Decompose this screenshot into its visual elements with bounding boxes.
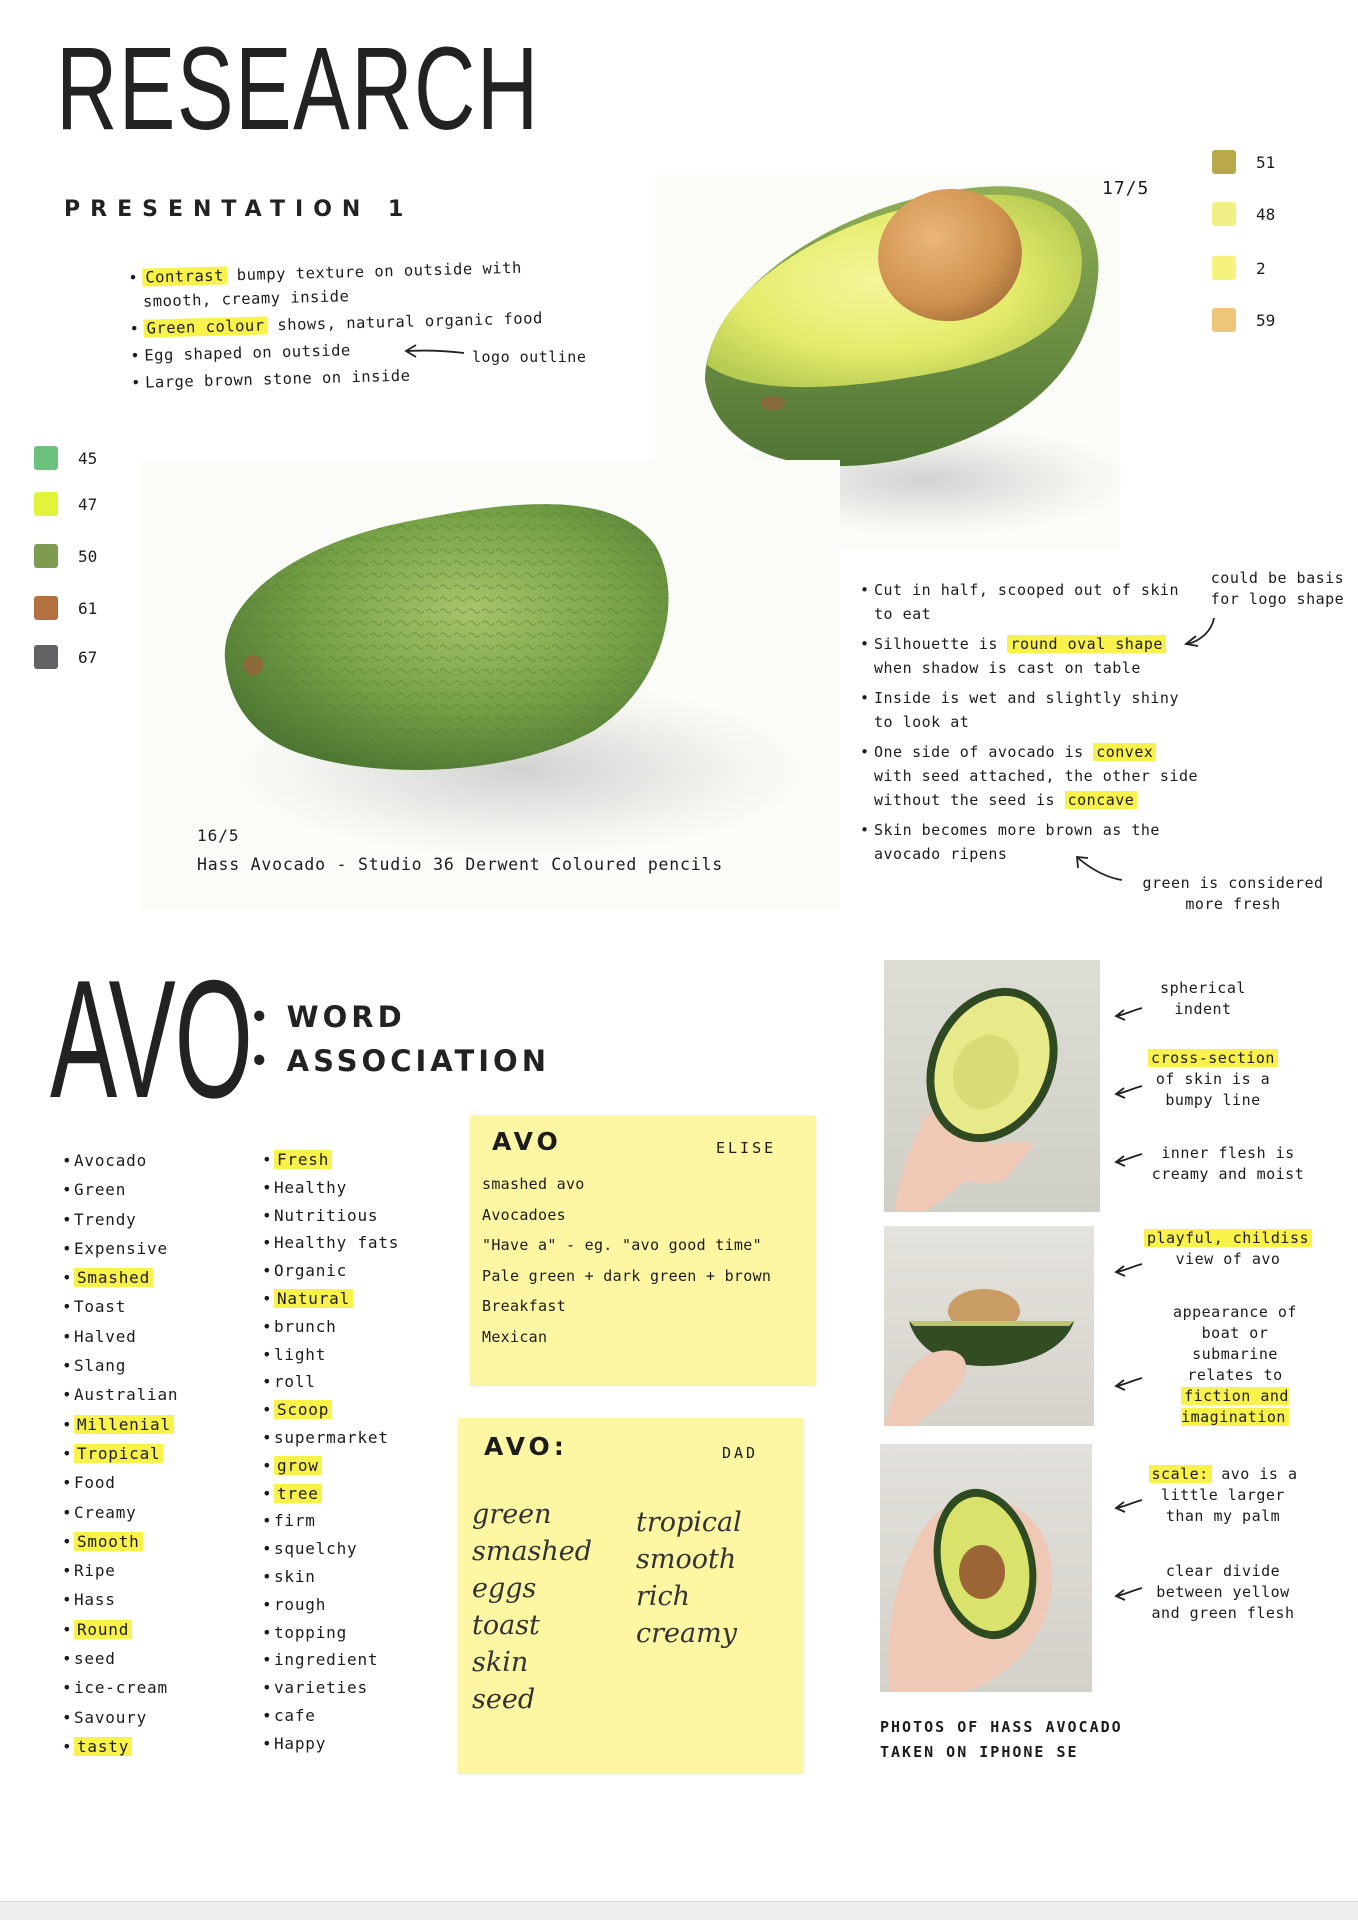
word: Healthy fats <box>274 1233 400 1253</box>
word: squelchy <box>274 1539 358 1559</box>
photo-note <box>1143 978 1263 1020</box>
color-swatch <box>1212 202 1236 226</box>
color-swatch-row <box>34 645 97 669</box>
word-list-item <box>262 1619 399 1647</box>
sticky-line: Mexican <box>482 1327 548 1346</box>
word-list-item <box>62 1322 178 1351</box>
word: Toast <box>74 1297 127 1317</box>
word: skin <box>274 1566 316 1586</box>
word-list-column-2 <box>262 1146 399 1758</box>
arrow-left-icon <box>1112 1080 1146 1100</box>
highlighted-term: convex <box>1093 743 1156 761</box>
whole-avocado-date: 16/5 <box>197 826 240 845</box>
word-list-item <box>262 1229 399 1257</box>
whole-avocado-caption: Hass Avocado - Studio 36 Derwent Coloured pencils <box>197 855 723 874</box>
word: topping <box>274 1622 348 1642</box>
half-avocado-drawing <box>695 175 1105 475</box>
color-swatch-row <box>34 492 97 516</box>
color-swatch-row <box>34 544 97 568</box>
word-list-item <box>62 1263 178 1292</box>
observation-item <box>860 632 1200 680</box>
arrow-left-icon <box>1112 1258 1146 1278</box>
word-list-item <box>262 1507 399 1535</box>
color-swatch <box>34 596 58 620</box>
word-list-item <box>262 1285 399 1313</box>
observation-item <box>860 578 1200 626</box>
word: Healthy <box>274 1177 348 1197</box>
word-list-item <box>262 1480 399 1508</box>
photo-note <box>1143 1228 1313 1270</box>
word-list-item <box>262 1341 399 1369</box>
color-swatch-row <box>1212 256 1266 280</box>
color-swatch <box>34 645 58 669</box>
word-list-item <box>262 1146 399 1174</box>
word-association-heading <box>250 995 550 1083</box>
word: Australian <box>74 1385 179 1405</box>
word: Halved <box>74 1326 137 1346</box>
highlighted-word: Smashed <box>74 1268 153 1287</box>
highlighted-term: round oval shape <box>1007 635 1166 653</box>
word: Organic <box>274 1261 348 1281</box>
word: ingredient <box>274 1650 379 1670</box>
whole-avocado-card <box>140 460 840 910</box>
highlighted-word: grow <box>274 1456 322 1475</box>
word-list-item <box>262 1591 399 1619</box>
arrow-left-icon <box>1112 1002 1146 1022</box>
word-list-item <box>62 1615 178 1644</box>
color-swatch <box>34 492 58 516</box>
arrow-left-icon <box>1112 1148 1146 1168</box>
word-list-item <box>262 1257 399 1285</box>
note-text: clear divide between yellow and green flesh <box>1151 1562 1295 1622</box>
highlighted-word: tasty <box>74 1737 132 1756</box>
photo-half-in-palm-image <box>880 1444 1092 1692</box>
highlighted-term: Green colour <box>143 316 267 337</box>
handwritten-word: tropical <box>636 1507 742 1538</box>
fresh-note: green is considered more fresh <box>1142 874 1324 913</box>
photo-half-in-palm <box>880 1444 1092 1692</box>
word-list-item <box>62 1527 178 1556</box>
color-swatch <box>1212 308 1236 332</box>
sticky-note-elise <box>470 1115 816 1385</box>
word: brunch <box>274 1316 337 1336</box>
sticky-line: smashed avo <box>482 1175 585 1193</box>
photo-half-top-view <box>884 960 1100 1212</box>
color-swatch <box>34 446 58 470</box>
photo-note <box>1143 1048 1283 1111</box>
color-swatch-row <box>34 596 97 620</box>
photo-note <box>1143 1561 1303 1624</box>
handwritten-word: creamy <box>636 1618 737 1649</box>
word-list-item <box>262 1174 399 1202</box>
color-swatch-row <box>1212 202 1275 226</box>
observation-text: Silhouette is <box>874 635 1008 653</box>
sticky-dad-column-2 <box>636 1504 742 1652</box>
observation-item <box>860 686 1200 734</box>
word: roll <box>274 1372 316 1392</box>
word-list-item <box>62 1380 178 1409</box>
heading-association-text: ASSOCIATION <box>286 1044 550 1078</box>
note-text: Large brown stone on inside <box>144 366 411 392</box>
handwritten-word: toast <box>472 1610 540 1641</box>
logo-basis-note: could be basis for logo shape <box>1210 569 1345 608</box>
word: seed <box>74 1649 116 1669</box>
highlighted-term: playful, childiss <box>1144 1229 1312 1247</box>
pencil-number: 51 <box>1256 152 1276 172</box>
observation-text: Inside is wet and slightly shiny to look at <box>874 689 1179 731</box>
word: firm <box>274 1511 316 1531</box>
photos-caption: PHOTOS OF HASS AVOCADO TAKEN ON IPHONE SE <box>880 1718 1123 1761</box>
word-list-item <box>62 1556 178 1585</box>
arrow-left-icon <box>1112 1372 1146 1392</box>
arrow-left-icon <box>1112 1582 1146 1602</box>
word: Avocado <box>74 1151 148 1170</box>
highlighted-term: cross-section <box>1148 1049 1278 1067</box>
heading-word-text: WORD <box>286 1000 406 1034</box>
highlighted-word: Smooth <box>74 1532 143 1551</box>
note-text: inner flesh is creamy and moist <box>1151 1144 1305 1183</box>
word-list-item <box>262 1646 399 1674</box>
note-text: view of avo <box>1175 1250 1281 1268</box>
highlighted-word: Millenial <box>74 1415 174 1434</box>
sticky-dad-column-1 <box>472 1496 592 1718</box>
sticky-line: "Have a" - eg. "avo good time" <box>482 1236 762 1254</box>
highlighted-word: tree <box>274 1484 322 1503</box>
handwritten-word: eggs <box>472 1573 537 1604</box>
pencil-number: 47 <box>78 494 98 514</box>
pencil-number: 61 <box>78 598 98 618</box>
word: Creamy <box>74 1502 137 1522</box>
word-list-item <box>262 1202 399 1230</box>
observation-item <box>860 818 1200 866</box>
word-list-item <box>62 1205 178 1234</box>
photo-note <box>1143 1143 1313 1185</box>
word-list-item <box>262 1313 399 1341</box>
pencil-number: 2 <box>1256 258 1266 278</box>
half-avocado-date: 17/5 <box>1102 178 1150 199</box>
presentation-subtitle: PRESENTATION 1 <box>64 197 414 222</box>
pencil-number: 48 <box>1256 204 1276 224</box>
word-list-item <box>62 1234 178 1263</box>
arrow-left-icon <box>402 343 468 363</box>
word-list-item <box>262 1702 399 1730</box>
observation-list <box>860 578 1200 872</box>
arrow-down-left-icon <box>1180 614 1220 650</box>
word-list-item <box>62 1439 178 1468</box>
photo-half-side-view <box>884 1226 1094 1426</box>
handwritten-word: smashed <box>472 1536 593 1567</box>
word-list-item <box>62 1644 178 1673</box>
observation-text: Cut in half, scooped out of skin to eat <box>874 581 1179 623</box>
word: Green <box>74 1180 127 1200</box>
highlighted-word: Fresh <box>274 1150 332 1169</box>
word-list-item <box>62 1585 178 1614</box>
highlighted-word: Scoop <box>274 1400 332 1419</box>
photo-half-top-view-image <box>884 960 1100 1212</box>
observation-text: when shadow is cast on table <box>874 659 1141 677</box>
word-list-item <box>262 1452 399 1480</box>
word-list-item <box>62 1468 178 1497</box>
note-text: Egg shaped on outside <box>144 341 351 365</box>
sticky-note-dad <box>458 1418 804 1773</box>
handwritten-word: rich <box>636 1581 691 1612</box>
word-list-item <box>262 1396 399 1424</box>
word-list-item <box>262 1368 399 1396</box>
highlighted-word: Round <box>74 1620 132 1639</box>
note-text: appearance of boat or submarine relates to <box>1173 1303 1297 1384</box>
word-list-item <box>62 1703 178 1732</box>
word: Nutritious <box>274 1205 379 1225</box>
handwritten-word: smooth <box>636 1544 737 1575</box>
handwritten-word: skin <box>472 1647 529 1678</box>
word-list-item <box>62 1292 178 1321</box>
word-list-item <box>62 1498 178 1527</box>
pencil-number: 67 <box>78 647 98 667</box>
pencil-number: 45 <box>78 448 98 468</box>
research-note <box>128 254 599 314</box>
highlighted-term: scale: <box>1149 1465 1212 1483</box>
word-list-item <box>262 1674 399 1702</box>
photo-note <box>1155 1302 1315 1428</box>
sticky-heading: AVO: <box>484 1432 568 1461</box>
photo-half-side-view-image <box>884 1226 1094 1426</box>
word: Expensive <box>74 1238 168 1258</box>
handwritten-word: green <box>472 1499 552 1530</box>
research-title: RESEARCH <box>56 23 540 155</box>
word: supermarket <box>274 1427 389 1447</box>
highlighted-term: concave <box>1065 791 1138 809</box>
color-swatch <box>1212 150 1236 174</box>
whole-avocado-drawing <box>215 485 675 785</box>
note-text: shows, natural organic food <box>267 309 544 335</box>
highlighted-word: Natural <box>274 1289 353 1308</box>
sticky-line: Breakfast <box>482 1297 566 1315</box>
word: Happy <box>274 1733 327 1753</box>
sticky-author: DAD <box>722 1444 759 1462</box>
handwritten-word: seed <box>472 1684 536 1715</box>
color-swatch <box>34 544 58 568</box>
sticky-elise-lines <box>482 1169 812 1352</box>
word-list-item <box>62 1732 178 1761</box>
arrow-left-icon <box>1112 1494 1146 1514</box>
observation-item <box>860 740 1200 812</box>
word-list-item <box>62 1673 178 1702</box>
word-list-item <box>62 1410 178 1439</box>
sticky-line: Avocadoes <box>482 1205 566 1224</box>
pencil-number: 50 <box>78 546 98 566</box>
word: light <box>274 1344 327 1364</box>
word-list-item <box>262 1424 399 1452</box>
word-list-item <box>262 1563 399 1591</box>
highlighted-term: fiction and imagination <box>1181 1387 1289 1426</box>
color-swatch-row <box>1212 150 1275 174</box>
word: Savoury <box>74 1707 148 1727</box>
word: Slang <box>74 1356 127 1376</box>
note-text: bumpy texture on outside with smooth, creamy inside <box>142 258 523 311</box>
color-swatch-row <box>34 446 97 470</box>
observation-text: One side of avocado is <box>874 743 1094 761</box>
heading-word: • WORD <box>250 1000 406 1034</box>
sticky-heading: AVO <box>492 1127 562 1156</box>
highlighted-word: Tropical <box>74 1444 163 1463</box>
color-swatch-row <box>1212 308 1275 332</box>
avo-title: AVO <box>50 945 252 1133</box>
observation-text: Skin becomes more brown as the avocado ripens <box>874 821 1160 863</box>
pencil-number: 59 <box>1256 310 1276 330</box>
note-text: of skin is a bumpy line <box>1155 1070 1271 1109</box>
word: cafe <box>274 1705 316 1725</box>
word: Food <box>74 1473 116 1493</box>
sticky-line: Pale green + dark green + brown <box>482 1266 772 1285</box>
observation-text: with seed attached, the other side without the seed is <box>874 767 1199 809</box>
word-list-item <box>62 1175 178 1204</box>
sticky-author: ELISE <box>716 1139 777 1157</box>
word: Trendy <box>74 1209 137 1229</box>
word-list-item <box>62 1146 178 1175</box>
logo-outline-note: logo outline <box>472 348 587 366</box>
word: varieties <box>274 1678 368 1698</box>
arrow-up-left-icon <box>1070 852 1126 884</box>
word-list-item <box>62 1351 178 1380</box>
highlighted-term: Contrast <box>142 266 227 286</box>
word: rough <box>274 1594 327 1614</box>
research-notes-list <box>128 254 601 398</box>
color-swatch <box>1212 256 1236 280</box>
word-list-item <box>262 1535 399 1563</box>
note-text: avo is a little larger than my palm <box>1161 1465 1298 1525</box>
word-list-item <box>262 1730 399 1758</box>
heading-association: • ASSOCIATION <box>250 1044 550 1078</box>
word: ice-cream <box>74 1678 168 1698</box>
word-list-column-1 <box>62 1146 178 1761</box>
note-text: spherical indent <box>1160 979 1246 1018</box>
word: Ripe <box>74 1561 116 1581</box>
word: Hass <box>74 1590 116 1610</box>
photo-note <box>1143 1464 1303 1527</box>
